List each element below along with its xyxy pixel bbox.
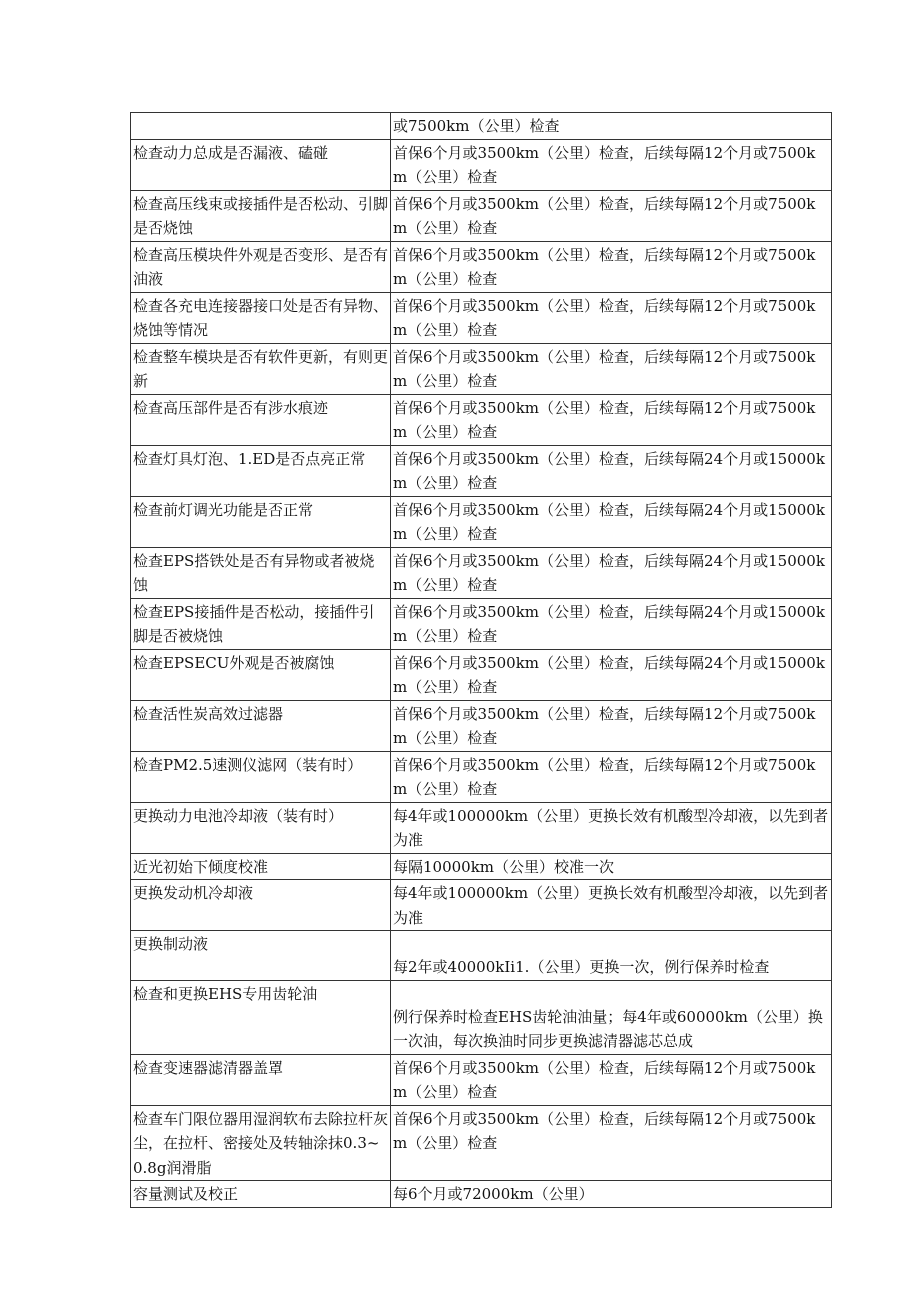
maintenance-item-cell: 检查动力总成是否漏液、磕碰 bbox=[131, 139, 391, 190]
maintenance-item-cell: 检查EPSECU外观是否被腐蚀 bbox=[131, 649, 391, 700]
maintenance-interval-cell: 或7500km（公里）检查 bbox=[391, 113, 832, 140]
maintenance-interval-cell: 每2年或40000kIi1.（公里）更换一次，例行保养时检查 bbox=[391, 931, 832, 981]
maintenance-interval-cell: 首保6个月或3500km（公里）检查，后续每隔24个月或15000km（公里）检查 bbox=[391, 598, 832, 649]
maintenance-interval-cell: 首保6个月或3500km（公里）检查，后续每隔12个月或7500km（公里）检查 bbox=[391, 190, 832, 241]
table-body bbox=[131, 113, 832, 1208]
maintenance-interval-cell: 首保6个月或3500km（公里）检查，后续每隔12个月或7500km（公里）检查 bbox=[391, 394, 832, 445]
table-row bbox=[131, 802, 832, 853]
maintenance-item-cell: 检查前灯调光功能是否正常 bbox=[131, 496, 391, 547]
maintenance-interval-cell: 首保6个月或3500km（公里）检查，后续每隔12个月或7500km（公里）检查 bbox=[391, 139, 832, 190]
maintenance-item-cell: 检查高压模块件外观是否变形、是否有油液 bbox=[131, 241, 391, 292]
maintenance-item-cell: 检查EPS搭铁处是否有异物或者被烧蚀 bbox=[131, 547, 391, 598]
table-row bbox=[131, 394, 832, 445]
maintenance-item-cell: 检查活性炭高效过滤器 bbox=[131, 700, 391, 751]
maintenance-item-cell: 检查和更换EHS专用齿轮油 bbox=[131, 980, 391, 1054]
table-row bbox=[131, 241, 832, 292]
maintenance-interval-cell: 首保6个月或3500km（公里）检查，后续每隔24个月或15000km（公里）检查 bbox=[391, 445, 832, 496]
table-row bbox=[131, 931, 832, 981]
table-row bbox=[131, 445, 832, 496]
maintenance-item-cell bbox=[131, 113, 391, 140]
table-row bbox=[131, 700, 832, 751]
table-row bbox=[131, 1105, 832, 1181]
maintenance-interval-cell: 首保6个月或3500km（公里）检查，后续每隔12个月或7500km（公里）检查 bbox=[391, 292, 832, 343]
maintenance-interval-cell: 首保6个月或3500km（公里）检查，后续每隔12个月或7500km（公里）检查 bbox=[391, 343, 832, 394]
table-row bbox=[131, 880, 832, 931]
maintenance-item-cell: 检查高压部件是否有涉水痕迹 bbox=[131, 394, 391, 445]
table-row bbox=[131, 751, 832, 802]
maintenance-interval-cell: 首保6个月或3500km（公里）检查，后续每隔12个月或7500km（公里）检查 bbox=[391, 700, 832, 751]
table-row bbox=[131, 292, 832, 343]
table-row bbox=[131, 343, 832, 394]
table-row bbox=[131, 649, 832, 700]
maintenance-interval-cell: 首保6个月或3500km（公里）检查，后续每隔12个月或7500km（公里）检查 bbox=[391, 751, 832, 802]
maintenance-item-cell: 更换制动液 bbox=[131, 931, 391, 981]
table-row bbox=[131, 1181, 832, 1208]
table-row bbox=[131, 113, 832, 140]
maintenance-interval-cell: 每4年或100000km（公里）更换长效有机酸型冷却液，以先到者为准 bbox=[391, 802, 832, 853]
table-row bbox=[131, 139, 832, 190]
table-row bbox=[131, 496, 832, 547]
maintenance-item-cell: 检查变速器滤清器盖罩 bbox=[131, 1054, 391, 1105]
maintenance-item-cell: 检查高压线束或接插件是否松动、引脚是否烧蚀 bbox=[131, 190, 391, 241]
maintenance-interval-cell: 首保6个月或3500km（公里）检查，后续每隔24个月或15000km（公里）检查 bbox=[391, 496, 832, 547]
maintenance-interval-cell: 首保6个月或3500km（公里）检查，后续每隔12个月或7500km（公里）检查 bbox=[391, 1105, 832, 1181]
maintenance-interval-cell: 例行保养时检查EHS齿轮油油量；每4年或60000km（公里）换一次油，每次换油时同步更换滤清器滤芯总成 bbox=[391, 980, 832, 1054]
maintenance-interval-cell: 首保6个月或3500km（公里）检查，后续每隔12个月或7500km（公里）检查 bbox=[391, 241, 832, 292]
maintenance-interval-cell: 每6个月或72000km（公里） bbox=[391, 1181, 832, 1208]
maintenance-item-cell: 容量测试及校正 bbox=[131, 1181, 391, 1208]
maintenance-item-cell: 更换动力电池冷却液（装有时） bbox=[131, 802, 391, 853]
maintenance-item-cell: 检查车门限位器用湿润软布去除拉杆灰尘，在拉杆、密接处及转轴涂抹0.3~0.8g润滑脂 bbox=[131, 1105, 391, 1181]
maintenance-item-cell: 检查EPS接插件是否松动，接插件引脚是否被烧蚀 bbox=[131, 598, 391, 649]
table-row bbox=[131, 190, 832, 241]
maintenance-interval-cell: 首保6个月或3500km（公里）检查，后续每隔24个月或15000km（公里）检查 bbox=[391, 649, 832, 700]
table-row bbox=[131, 1054, 832, 1105]
maintenance-interval-cell: 每4年或100000km（公里）更换长效有机酸型冷却液，以先到者为准 bbox=[391, 880, 832, 931]
maintenance-item-cell: 检查PM2.5速测仪滤网（装有时） bbox=[131, 751, 391, 802]
maintenance-interval-cell: 首保6个月或3500km（公里）检查，后续每隔24个月或15000km（公里）检查 bbox=[391, 547, 832, 598]
table-row bbox=[131, 980, 832, 1054]
maintenance-item-cell: 检查整车模块是否有软件更新，有则更新 bbox=[131, 343, 391, 394]
table-row bbox=[131, 853, 832, 880]
table-row bbox=[131, 598, 832, 649]
maintenance-interval-cell: 首保6个月或3500km（公里）检查，后续每隔12个月或7500km（公里）检查 bbox=[391, 1054, 832, 1105]
maintenance-item-cell: 近光初始下倾度校准 bbox=[131, 853, 391, 880]
maintenance-item-cell: 检查灯具灯泡、1.ED是否点亮正常 bbox=[131, 445, 391, 496]
maintenance-interval-cell: 每隔10000km（公里）校准一次 bbox=[391, 853, 832, 880]
table-row bbox=[131, 547, 832, 598]
maintenance-item-cell: 检查各充电连接器接口处是否有异物、烧蚀等情况 bbox=[131, 292, 391, 343]
maintenance-item-cell: 更换发动机冷却液 bbox=[131, 880, 391, 931]
maintenance-schedule-table bbox=[130, 112, 832, 1208]
